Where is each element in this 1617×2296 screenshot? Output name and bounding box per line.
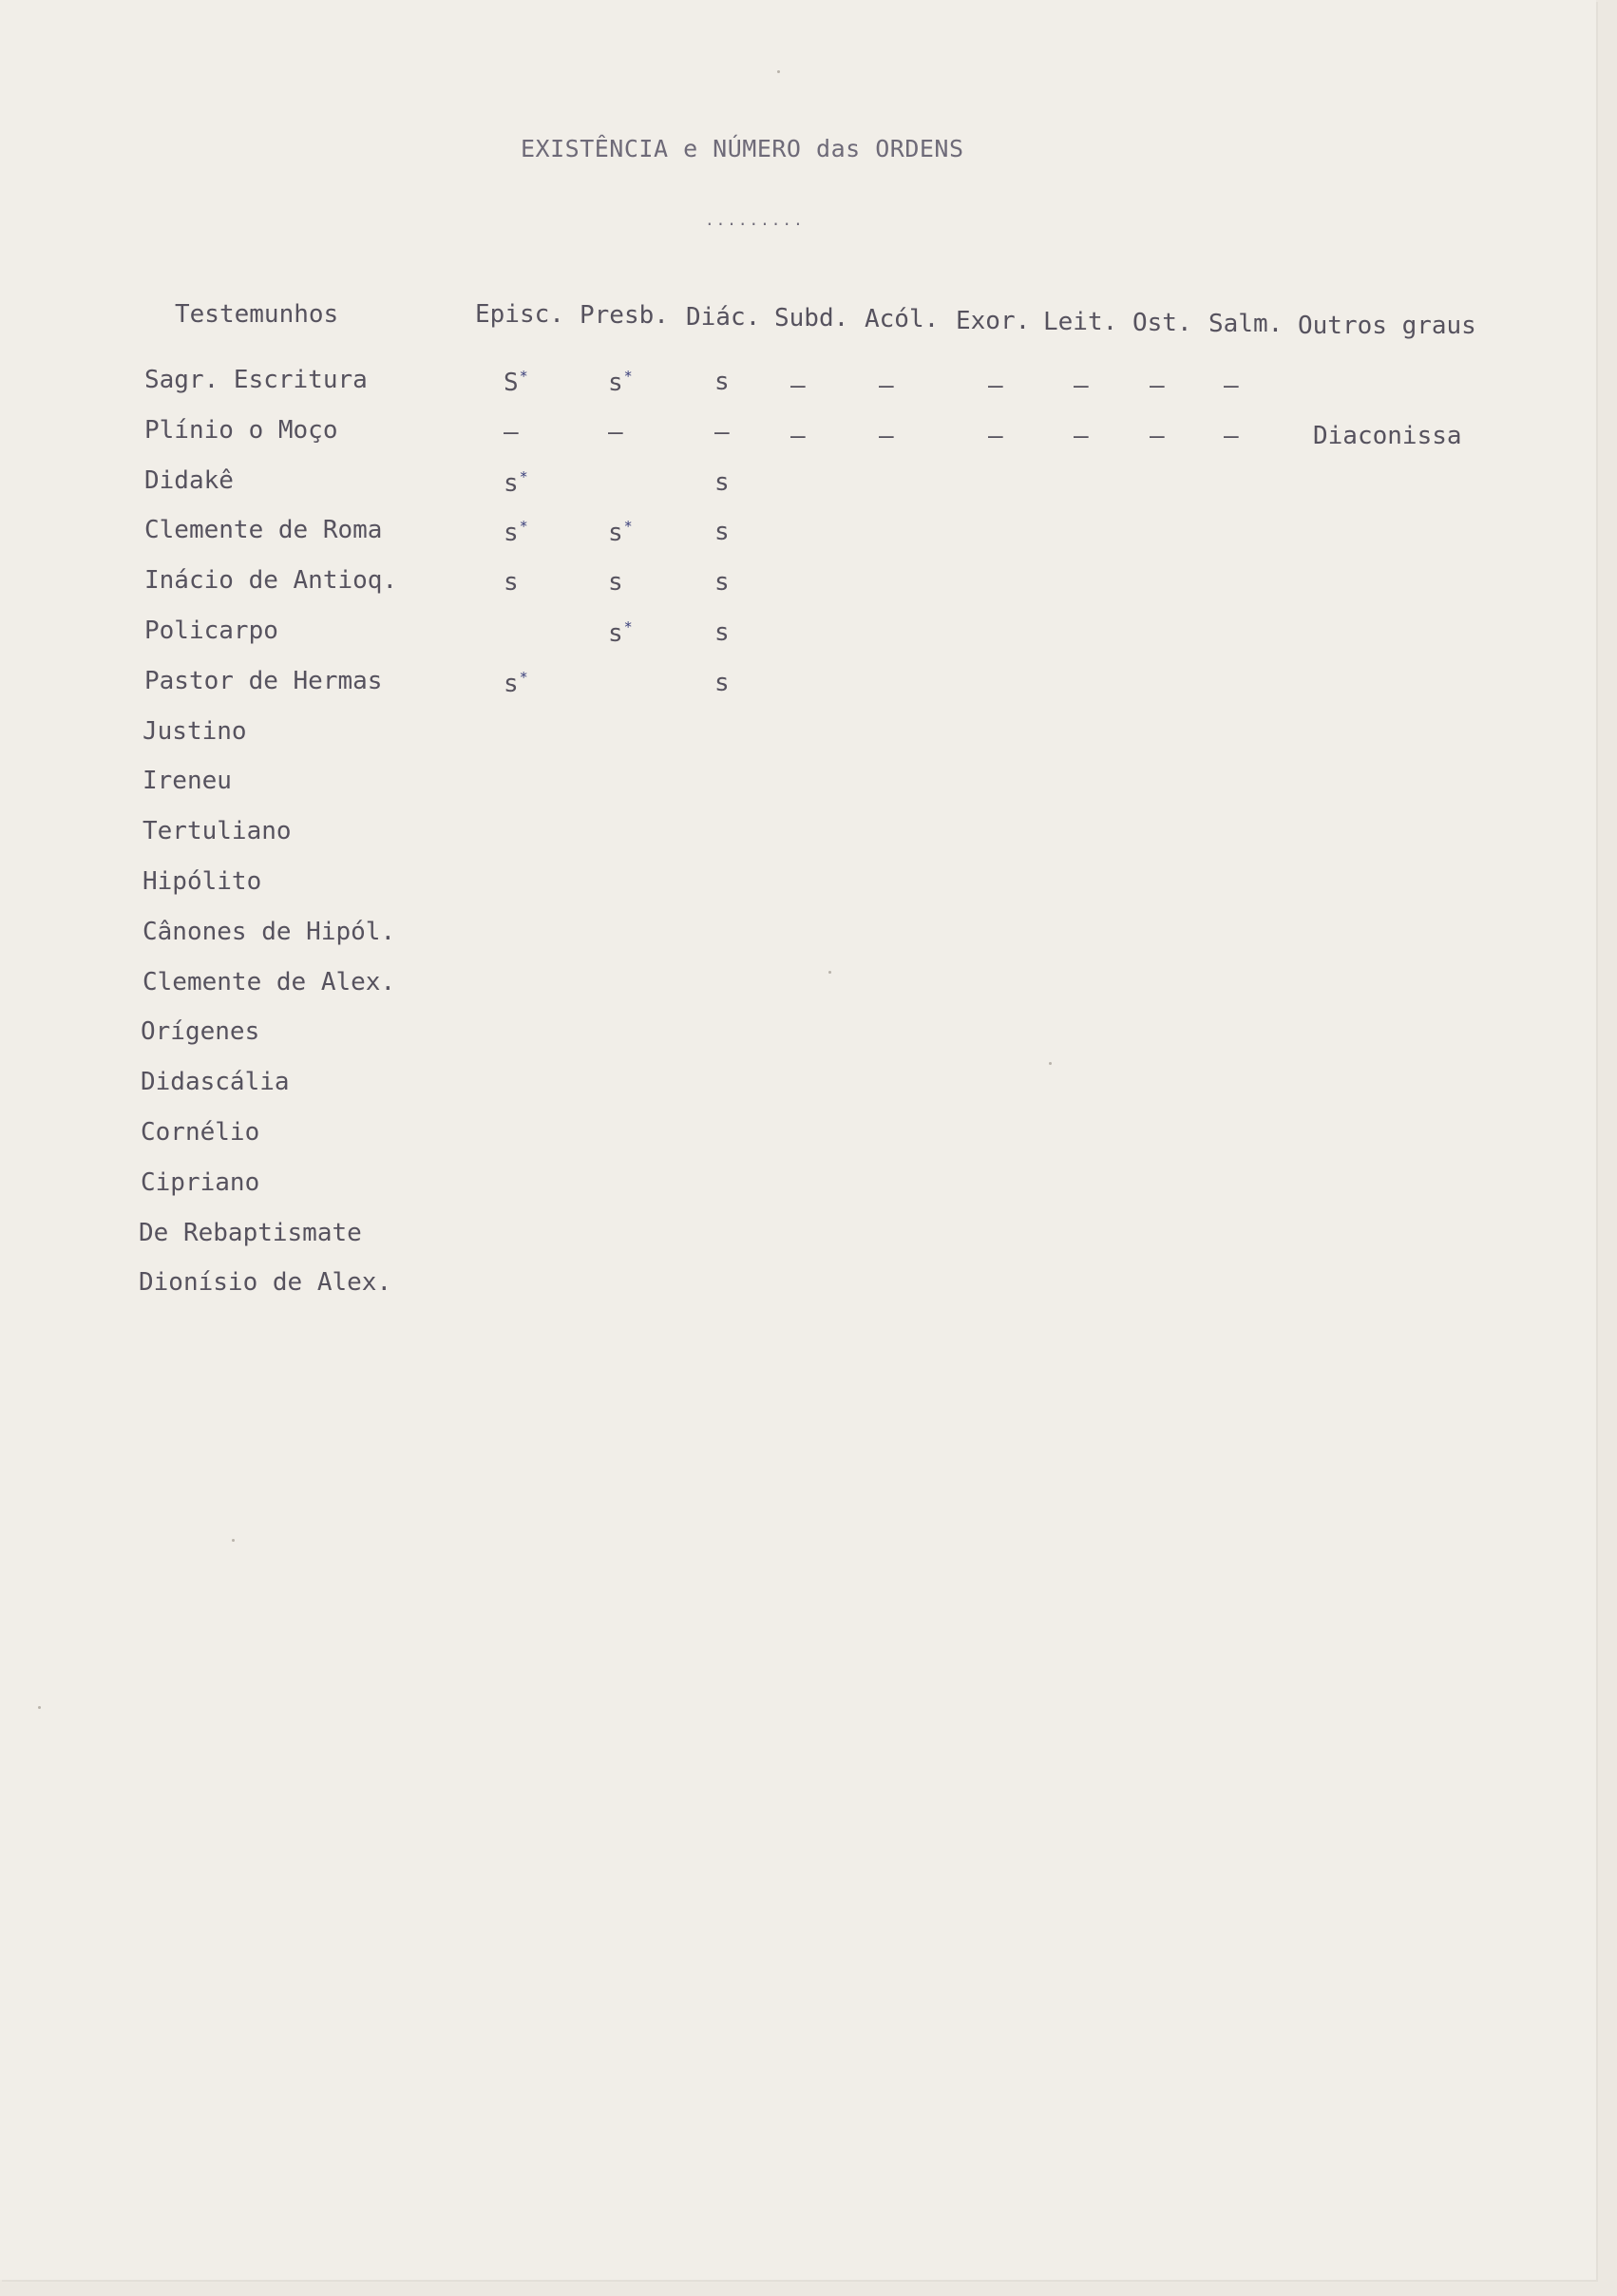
column-header: Presb. [580, 301, 669, 331]
table-cell: s [714, 668, 730, 697]
table-cell: – [1224, 421, 1239, 450]
table-cell: s [504, 568, 519, 598]
column-header: Ost. [1132, 309, 1192, 338]
row-testimony-name: Justino [143, 716, 247, 746]
table-cell: – [879, 371, 894, 400]
table-cell: – [714, 417, 730, 446]
table-cell: s [608, 568, 623, 598]
column-header: Acól. [865, 305, 940, 334]
row-testimony-name: Clemente de Roma [144, 516, 383, 545]
column-header: Subd. [774, 303, 849, 332]
table-cell: – [790, 371, 806, 400]
header-testemunhos: Testemunhos [175, 300, 339, 329]
row-testimony-name: Inácio de Antioq. [144, 566, 398, 596]
table-cell: – [504, 417, 519, 446]
table-cell: – [879, 421, 894, 450]
table-cell: – [790, 421, 806, 450]
row-testimony-name: Clemente de Alex. [143, 967, 396, 996]
row-testimony-name: Ireneu [143, 767, 232, 796]
title-separator: ......... [705, 211, 805, 229]
column-header: Diác. [686, 302, 761, 332]
column-header: Exor. [956, 306, 1031, 335]
table-cell: s* [608, 618, 633, 648]
paper-speck [38, 1706, 41, 1709]
page-title: EXISTÊNCIA e NÚMERO das ORDENS [521, 135, 964, 162]
row-testimony-name: Sagr. Escritura [144, 366, 368, 394]
table-cell: – [1224, 371, 1239, 400]
table-cell: Diaconissa [1313, 421, 1462, 450]
table-cell: s* [504, 668, 528, 698]
row-testimony-name: Policarpo [144, 617, 278, 645]
paper-speck [828, 971, 831, 974]
column-header: Outros graus [1298, 311, 1476, 340]
row-testimony-name: Cânones de Hipól. [143, 917, 396, 946]
table-cell: – [1074, 371, 1089, 400]
row-testimony-name: Tertuliano [143, 817, 292, 846]
row-testimony-name: Didakê [144, 465, 234, 495]
table-cell: – [1150, 371, 1165, 400]
row-testimony-name: Orígenes [141, 1017, 260, 1047]
row-testimony-name: Cipriano [141, 1167, 260, 1197]
table-cell: S* [504, 368, 528, 397]
row-testimony-name: Plínio o Moço [144, 415, 338, 445]
row-testimony-name: Didascália [141, 1068, 290, 1097]
row-testimony-name: Pastor de Hermas [144, 666, 383, 695]
column-header: Episc. [475, 300, 564, 329]
table-cell: s [714, 518, 730, 547]
row-testimony-name: De Rebaptismate [139, 1218, 362, 1247]
row-testimony-name: Hipólito [143, 867, 262, 896]
table-cell: s [714, 368, 730, 396]
table-cell: s [714, 568, 730, 598]
paper-speck [1049, 1062, 1052, 1065]
row-testimony-name: Dionísio de Alex. [139, 1268, 392, 1298]
paper-speck [232, 1539, 235, 1542]
table-cell: s [714, 618, 730, 647]
column-header: Salm. [1208, 310, 1284, 339]
table-cell: – [988, 371, 1003, 400]
table-cell: s* [504, 518, 528, 548]
table-cell: – [988, 421, 1003, 450]
table-cell: s [714, 467, 730, 497]
row-testimony-name: Cornélio [141, 1118, 260, 1147]
table-cell: s* [608, 518, 633, 548]
table-cell: – [1150, 421, 1165, 450]
table-cell: s* [608, 368, 633, 397]
table-cell: – [1074, 421, 1089, 450]
table-cell: – [608, 417, 623, 446]
paper-speck [777, 70, 780, 73]
column-header: Leit. [1043, 307, 1118, 336]
table-cell: s* [504, 467, 528, 498]
